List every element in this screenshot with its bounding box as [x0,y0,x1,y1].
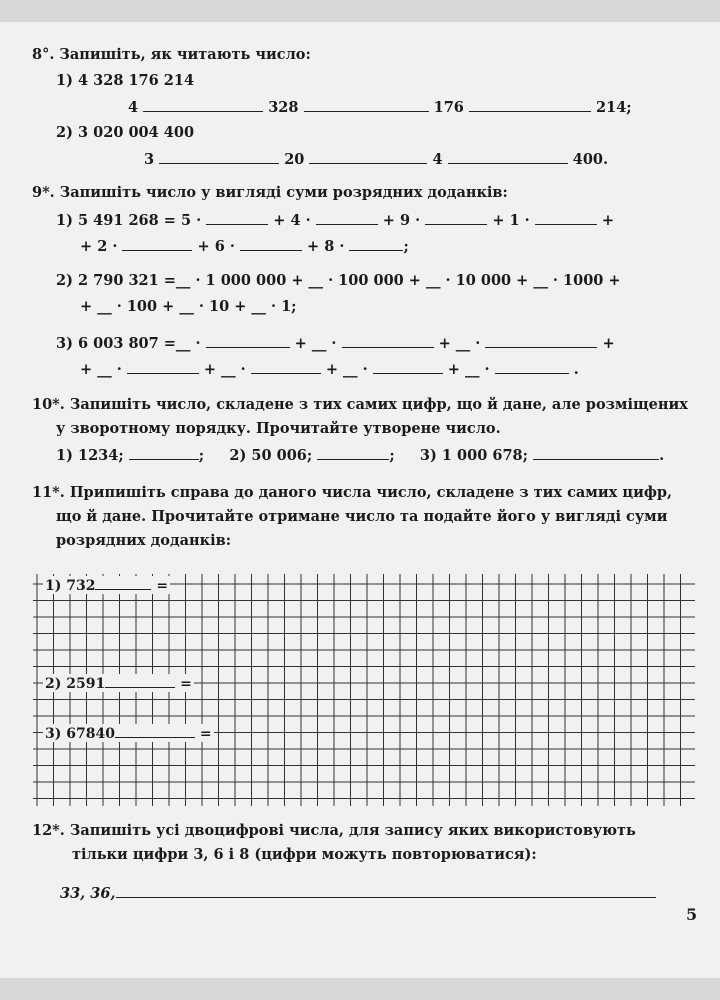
task8-item2-number: 2) 3 020 004 400 [56,124,195,141]
answer-blank[interactable] [533,446,659,460]
grid-row-1[interactable] [43,576,170,594]
part-text: 1) 1234; [56,447,124,464]
answer-blank[interactable] [159,150,279,164]
task11-title-line2: що й дане. Прочитайте отримане число та подайте його у вигляді суми [56,508,668,525]
equals-sign: = [156,578,169,594]
part-text: ; [389,447,395,464]
answer-blank[interactable] [129,446,199,460]
task8-title: 8°. Запишіть, як читають число: [32,46,311,63]
task9-title: 9*. Запишіть число у вигляді суми розрядних доданків: [32,184,508,201]
part-text: 3) 1 000 678; [419,447,528,464]
equals-sign: = [199,726,212,742]
answer-blank[interactable] [95,576,151,590]
answer-blank[interactable] [495,360,569,374]
answer-blank[interactable] [105,674,175,688]
answer-blank[interactable] [115,724,195,738]
task8-item1-number: 1) 4 328 176 214 [56,72,195,89]
task11-title-line3: розрядних доданків: [56,532,232,549]
grid-row-3[interactable] [43,724,214,742]
task9-item3-line2[interactable] [80,360,579,379]
answer-blank[interactable] [304,98,429,112]
answer-blank[interactable] [206,334,290,348]
part-text: + __ · [80,361,122,378]
part-text: 20 [284,151,305,168]
part-text: + __ · [325,361,368,378]
task12-answer-line[interactable] [60,884,656,903]
answer-blank[interactable] [240,237,302,251]
answer-blank[interactable] [309,150,427,164]
part-text: 3) 6 003 807 =__ · [56,335,201,352]
part-text: + [602,335,615,352]
answer-blank[interactable] [122,237,192,251]
part-text: + __ · [438,335,481,352]
part-text: 328 [268,99,299,116]
equals-sign: = [180,676,192,692]
part-text: + [601,212,614,229]
task10-answers[interactable] [56,446,664,465]
task10-title-line2: у зворотному порядку. Прочитайте утворене число. [56,420,501,437]
answer-blank[interactable] [316,211,378,225]
part-text: + 6 · [197,238,235,255]
task9-item1-line2[interactable] [80,237,409,256]
part-text: 4 [128,99,139,116]
answer-blank[interactable] [206,211,268,225]
part-text: 176 [433,99,464,116]
answer-blank[interactable] [349,237,403,251]
task12-title-line2: тільки цифри 3, 6 і 8 (цифри можуть повторюватися): [72,846,537,863]
answer-blank[interactable] [448,150,568,164]
worksheet-page [0,22,720,978]
part-text: 3 [144,151,155,168]
answer-blank[interactable] [485,334,597,348]
part-text: + 2 · [80,238,118,255]
part-text: + 4 · [273,212,311,229]
answer-start: 33, 36, [60,885,116,902]
answer-blank[interactable] [342,334,434,348]
page-number: 5 [686,905,698,924]
task12-title-line1: 12*. Запишіть усі двоцифрові числа, для запису яких використовують [32,822,636,839]
part-text: + __ · [203,361,246,378]
part-text: 214; [596,99,632,116]
part-text: ; [403,238,409,255]
task9-item1-line1[interactable] [56,211,614,230]
part-text: 4 [432,151,443,168]
part-text: 1) 5 491 268 = 5 · [56,212,202,229]
part-text: + __ · [447,361,490,378]
part-text: 2) 50 006; [229,447,313,464]
task10-title-line1: 10*. Запишіть число, складене з тих самих цифр, що й дане, але розміщених [32,396,688,413]
part-text: ; [198,447,205,464]
task9-item3-line1[interactable] [56,334,615,353]
task9-item2-line2[interactable]: + __ · 100 + __ · 10 + __ · 1; [80,298,297,315]
part-text: + 8 · [307,238,345,255]
part-text: 400. [572,151,609,168]
answer-blank[interactable] [373,360,443,374]
row-label: 2) 2591 [45,676,106,692]
task9-item2-line1[interactable]: 2) 2 790 321 =__ · 1 000 000 + __ · 100 000 + __ · 10 000 + __ · 1000 + [56,272,621,289]
squared-grid[interactable] [33,574,695,806]
task8-item2-answer-line[interactable] [144,150,608,169]
answer-blank[interactable] [143,98,263,112]
answer-blank[interactable] [535,211,597,225]
part-text: . [573,361,579,378]
answer-blank[interactable] [317,446,389,460]
part-text: . [659,447,665,464]
part-text: + __ · [294,335,337,352]
row-label: 1) 732 [45,578,96,594]
answer-blank[interactable] [469,98,591,112]
part-text: + 1 · [492,212,530,229]
answer-blank[interactable] [251,360,321,374]
answer-blank[interactable] [425,211,487,225]
part-text: + 9 · [382,212,421,229]
task8-item1-answer-line[interactable] [128,98,632,117]
row-label: 3) 67840 [45,726,115,742]
grid-row-2[interactable] [43,674,194,692]
answer-blank[interactable] [116,884,656,898]
task11-title-line1: 11*. Припишіть справа до даного числа число, складене з тих самих цифр, [32,484,673,501]
answer-blank[interactable] [127,360,199,374]
